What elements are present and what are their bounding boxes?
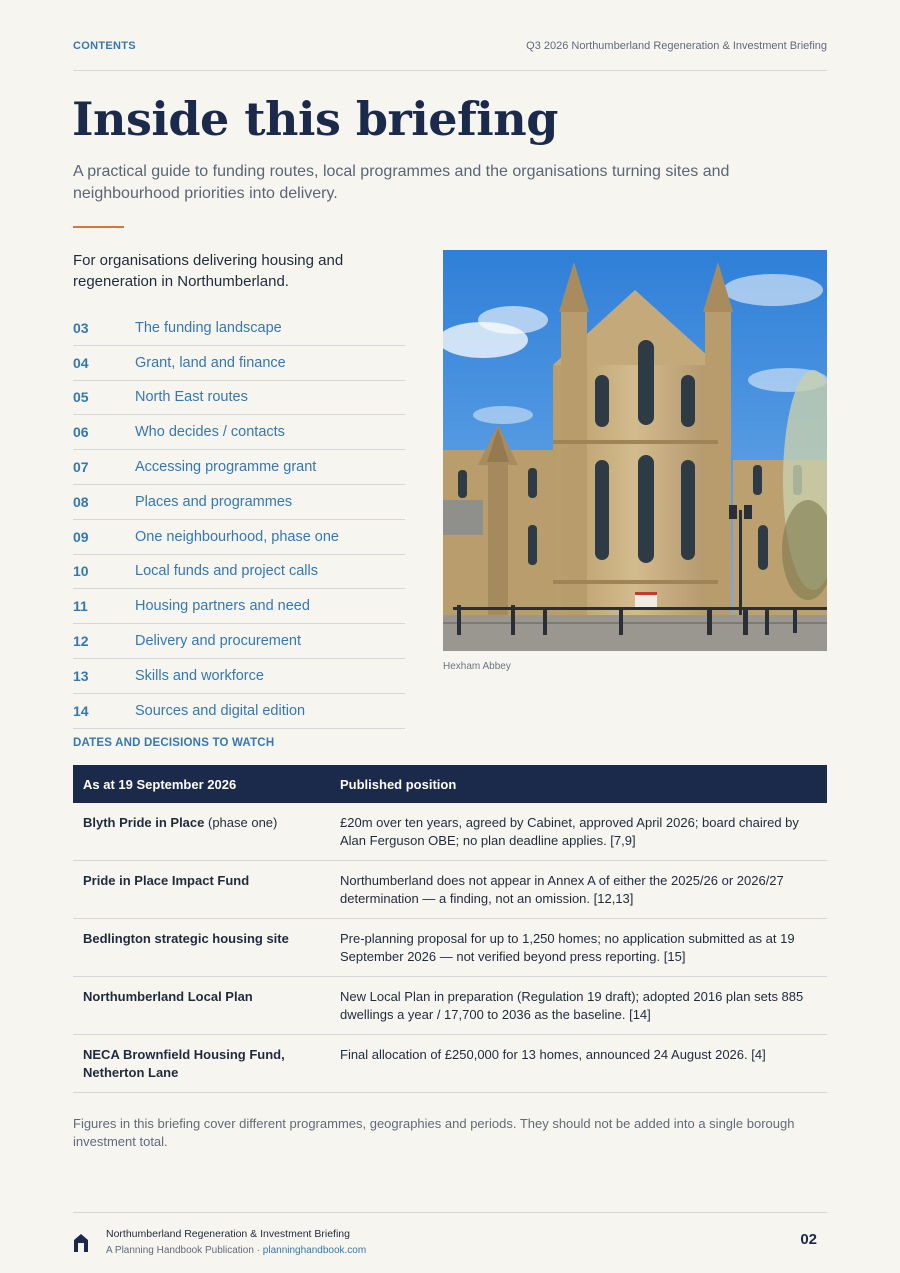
toc-item[interactable]	[73, 311, 405, 346]
intro-text: For organisations delivering housing and regeneration in Northumberland.	[73, 252, 344, 290]
page-number: 02	[800, 1231, 817, 1248]
toc-item[interactable]	[73, 624, 405, 659]
toc-item[interactable]	[73, 415, 405, 450]
toc-number: 13	[73, 667, 89, 684]
table-row	[73, 977, 827, 1035]
dates-decisions-table	[73, 765, 827, 1093]
row-value: £20m over ten years, agreed by Cabinet, approved April 2026; board chaired by Alan Ferguson OBE; no plan deadline applies. [7,9]	[330, 803, 827, 861]
photo-caption: Hexham Abbey	[443, 661, 511, 672]
toc-number: 12	[73, 633, 89, 650]
row-key	[73, 803, 330, 861]
row-key: NECA Brownfield Housing Fund, Netherton Lane	[73, 1035, 330, 1093]
table-header-row	[73, 765, 827, 803]
row-key-suffix: (phase one)	[204, 815, 278, 830]
hexham-abbey-photo	[443, 250, 827, 651]
page-title: Inside this briefing	[72, 92, 558, 146]
publication-label: Q3 2026 Northumberland Regeneration & Investment Briefing	[526, 40, 827, 52]
page-subtitle: A practical guide to funding routes, local programmes and the organisations turning sites and neighbourhood priorities into delivery.	[73, 163, 730, 202]
abbey-illustration	[443, 250, 827, 651]
toc-link[interactable]: Places and programmes	[135, 493, 293, 510]
toc-number: 07	[73, 459, 89, 476]
row-key-text: Blyth Pride in Place	[83, 815, 205, 830]
toc-link[interactable]: Grant, land and finance	[135, 354, 286, 371]
toc-number: 05	[73, 389, 89, 406]
toc-link[interactable]: The funding landscape	[135, 319, 282, 336]
section-label: CONTENTS	[73, 40, 136, 52]
accent-rule	[73, 226, 124, 228]
toc-item[interactable]	[73, 520, 405, 555]
toc-link[interactable]: Accessing programme grant	[135, 459, 317, 476]
toc-item[interactable]	[73, 659, 405, 694]
footer-publication-title: Northumberland Regeneration & Investment Briefing	[106, 1228, 350, 1240]
toc-number: 06	[73, 424, 89, 441]
toc-number: 10	[73, 563, 89, 580]
toc-number: 03	[73, 319, 89, 336]
toc-number: 09	[73, 528, 89, 545]
toc-number: 14	[73, 702, 89, 719]
publisher-logo-icon	[73, 1233, 89, 1253]
table-row	[73, 861, 827, 919]
table-of-contents	[73, 311, 405, 729]
row-key: Pride in Place Impact Fund	[73, 861, 330, 919]
toc-link[interactable]: Delivery and procurement	[135, 633, 302, 650]
footer-website-link[interactable]: planninghandbook.com	[262, 1245, 367, 1256]
toc-number: 04	[73, 354, 89, 371]
toc-link[interactable]: Local funds and project calls	[135, 563, 318, 580]
toc-item[interactable]	[73, 346, 405, 381]
column-header: Published position	[330, 765, 827, 803]
toc-item[interactable]	[73, 381, 405, 416]
row-value: Northumberland does not appear in Annex A of either the 2025/26 or 2026/27 determination — a finding, not an omission. [12,13]	[330, 861, 827, 919]
toc-link[interactable]: Who decides / contacts	[135, 424, 285, 441]
row-key: Bedlington strategic housing site	[73, 919, 330, 977]
toc-item[interactable]	[73, 485, 405, 520]
column-header: As at 19 September 2026	[73, 765, 330, 803]
toc-link[interactable]: One neighbourhood, phase one	[135, 528, 339, 545]
toc-number: 08	[73, 493, 89, 510]
toc-item[interactable]	[73, 555, 405, 590]
toc-link[interactable]: Sources and digital edition	[135, 702, 306, 719]
toc-item[interactable]	[73, 589, 405, 624]
table-row	[73, 1035, 827, 1093]
row-value: Final allocation of £250,000 for 13 homes, announced 24 August 2026. [4]	[330, 1035, 827, 1093]
toc-link[interactable]: Housing partners and need	[135, 598, 310, 615]
table-row	[73, 803, 827, 861]
table-row	[73, 919, 827, 977]
page-header	[73, 38, 827, 71]
footer-publisher-text: A Planning Handbook Publication ·	[106, 1245, 263, 1256]
row-key: Northumberland Local Plan	[73, 977, 330, 1035]
footer-publisher	[106, 1245, 366, 1256]
footnote: Figures in this briefing cover different programmes, geographies and periods. They should not be added into a single borough investment total.	[73, 1116, 795, 1149]
toc-number: 11	[73, 598, 88, 615]
toc-item[interactable]	[73, 694, 405, 729]
toc-link[interactable]: Skills and workforce	[135, 667, 264, 684]
row-value: Pre-planning proposal for up to 1,250 homes; no application submitted as at 19 September 2026 — not verified beyond press reporting. [15]	[330, 919, 827, 977]
page-footer	[73, 1212, 827, 1262]
row-value: New Local Plan in preparation (Regulation 19 draft); adopted 2016 plan sets 885 dwellings a year / 17,700 to 2036 as the baseline. [14]	[330, 977, 827, 1035]
toc-item[interactable]	[73, 450, 405, 485]
watch-section-label: DATES AND DECISIONS TO WATCH	[73, 737, 275, 749]
toc-link[interactable]: North East routes	[135, 389, 248, 406]
